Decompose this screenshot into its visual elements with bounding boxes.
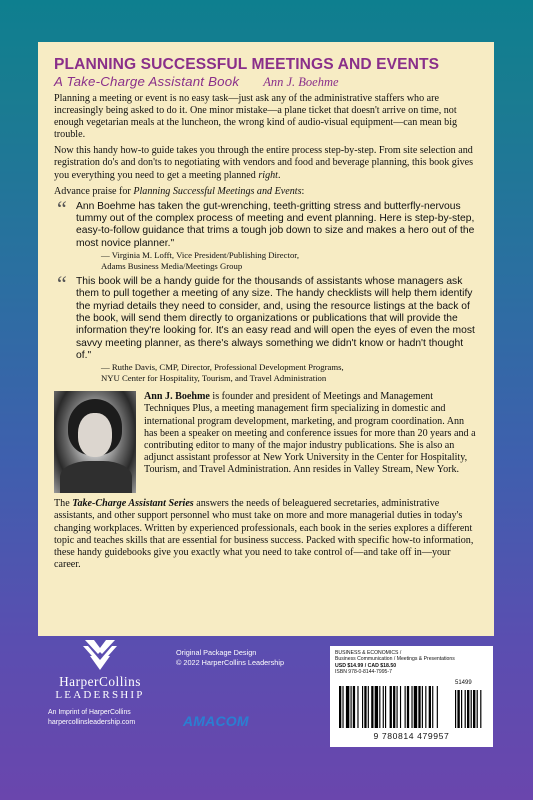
publisher-logo	[40, 638, 160, 726]
book-title: PLANNING SUCCESSFUL MEETINGS AND EVENTS	[54, 56, 440, 73]
intro-paragraph-2: Now this handy how-to guide takes you through the entire process step-by-step. From site selection and registration do's and don'ts to negotiating with vendors and food and beverage planning, this book gives you everything you need to get a meeting planned right.	[54, 145, 474, 181]
isbn-line: ISBN 978-0-8144-7995-7	[335, 669, 392, 676]
praise-quote-1	[56, 195, 478, 250]
open-quote-icon: “	[57, 271, 67, 297]
series-description: The Take-Charge Assistant Series answers the needs of beleaguered secretaries, administrative assistants, and other support personnel who must take on more and more managerial duties in today's changing workplaces. Written by experienced professionals, each book in the series explores a different topic and teaches skills that are essential for business success. Packed with specific how-to information, these handy guidebooks give you exactly what you need to take control of—and take off in—your career.	[54, 498, 474, 570]
author-bio-section	[54, 391, 478, 493]
open-quote-icon: “	[57, 195, 67, 221]
imprint-note: An Imprint of HarperCollins	[48, 709, 131, 716]
quote-2-text: This book will be a handy guide for the thousands of assistants whose managers ask them to pull together a meeting of any size. The handy checklists will help them identify the myriad details they need to consider, and, using the resource listings at the back of the book, will send them directly to organizations or publications that will provide the information they're looking for. It's an easy read and will open the eyes of even the most savvy meeting planner, as there's always something we didn't know or hadn't thought of."	[76, 276, 475, 361]
price-addon-code: 51499	[455, 680, 472, 686]
author-bio: Ann J. Boehme is founder and president of Meetings and Management Techniques Plus, a meeting management firm specializing in domestic and international program development, marketing, and program coordination. Ann has been a speaker on meeting and conference issues for more than 20 years and a contributing editor to many of the major industry publications. She is also an adjunct assistant professor at New York University in the Center for Hospitality, Tourism, and Travel Administration. Ann resides in Valley Stream, New York.	[144, 391, 476, 475]
bisac-category-1: BUSINESS & ECONOMICS /	[335, 650, 402, 656]
publisher-url: harpercollinsleadership.com	[48, 719, 136, 726]
author-photo	[54, 391, 136, 493]
praise-quote-2	[56, 271, 478, 362]
subtitle-row	[54, 74, 478, 90]
package-design-credit: Original Package Design © 2022 HarperCollins Leadership	[176, 648, 284, 667]
amacom-logo: AMACOM	[183, 713, 249, 729]
quote-2-attribution: — Ruthe Davis, CMP, Director, Professional Development Programs, NYU Center for Hospitality, Tourism, and Travel Administration	[101, 362, 344, 383]
book-subtitle: A Take-Charge Assistant Book	[54, 74, 240, 89]
quote-1-attribution: — Virginia M. Lofft, Vice President/Publishing Director, Adams Business Media/Meetings Group	[101, 249, 299, 271]
publisher-name: HarperCollins	[59, 674, 141, 689]
barcode-label	[330, 646, 493, 747]
intro-paragraph-1: Planning a meeting or event is no easy task—just ask any of the administrative staffers who are increasingly being asked to do it. One minor mistake—a plane ticket that doesn't arrive on time, not enough vegetarian meals at the luncheon, the wrong kind of audio-visual equipment—can mean big trouble.	[54, 93, 458, 141]
ean-number: 9 780814 479957	[373, 731, 450, 741]
author-name: Ann J. Boehme	[263, 75, 339, 89]
barcode-icon	[337, 686, 487, 730]
back-cover-panel	[38, 42, 494, 636]
price-line: USD $14.99 / CAD $18.50	[335, 662, 397, 669]
quote-1-text: Ann Boehme has taken the gut-wrenching, teeth-gritting stress and butterfly-nervous tummy out of the complex process of meeting and event planning. Here is step-by-step, easy-to-follow guidance that trims a tough job down to size and makes a hero out of the most novice planner."	[76, 200, 475, 249]
harpercollins-fire-water-icon	[81, 638, 119, 672]
bisac-category-2: Business Communication / Meetings & Presentations	[335, 656, 455, 663]
praise-intro: Advance praise for Planning Successful Meetings and Events:	[54, 185, 305, 197]
publisher-imprint-name: LEADERSHIP	[55, 689, 145, 701]
